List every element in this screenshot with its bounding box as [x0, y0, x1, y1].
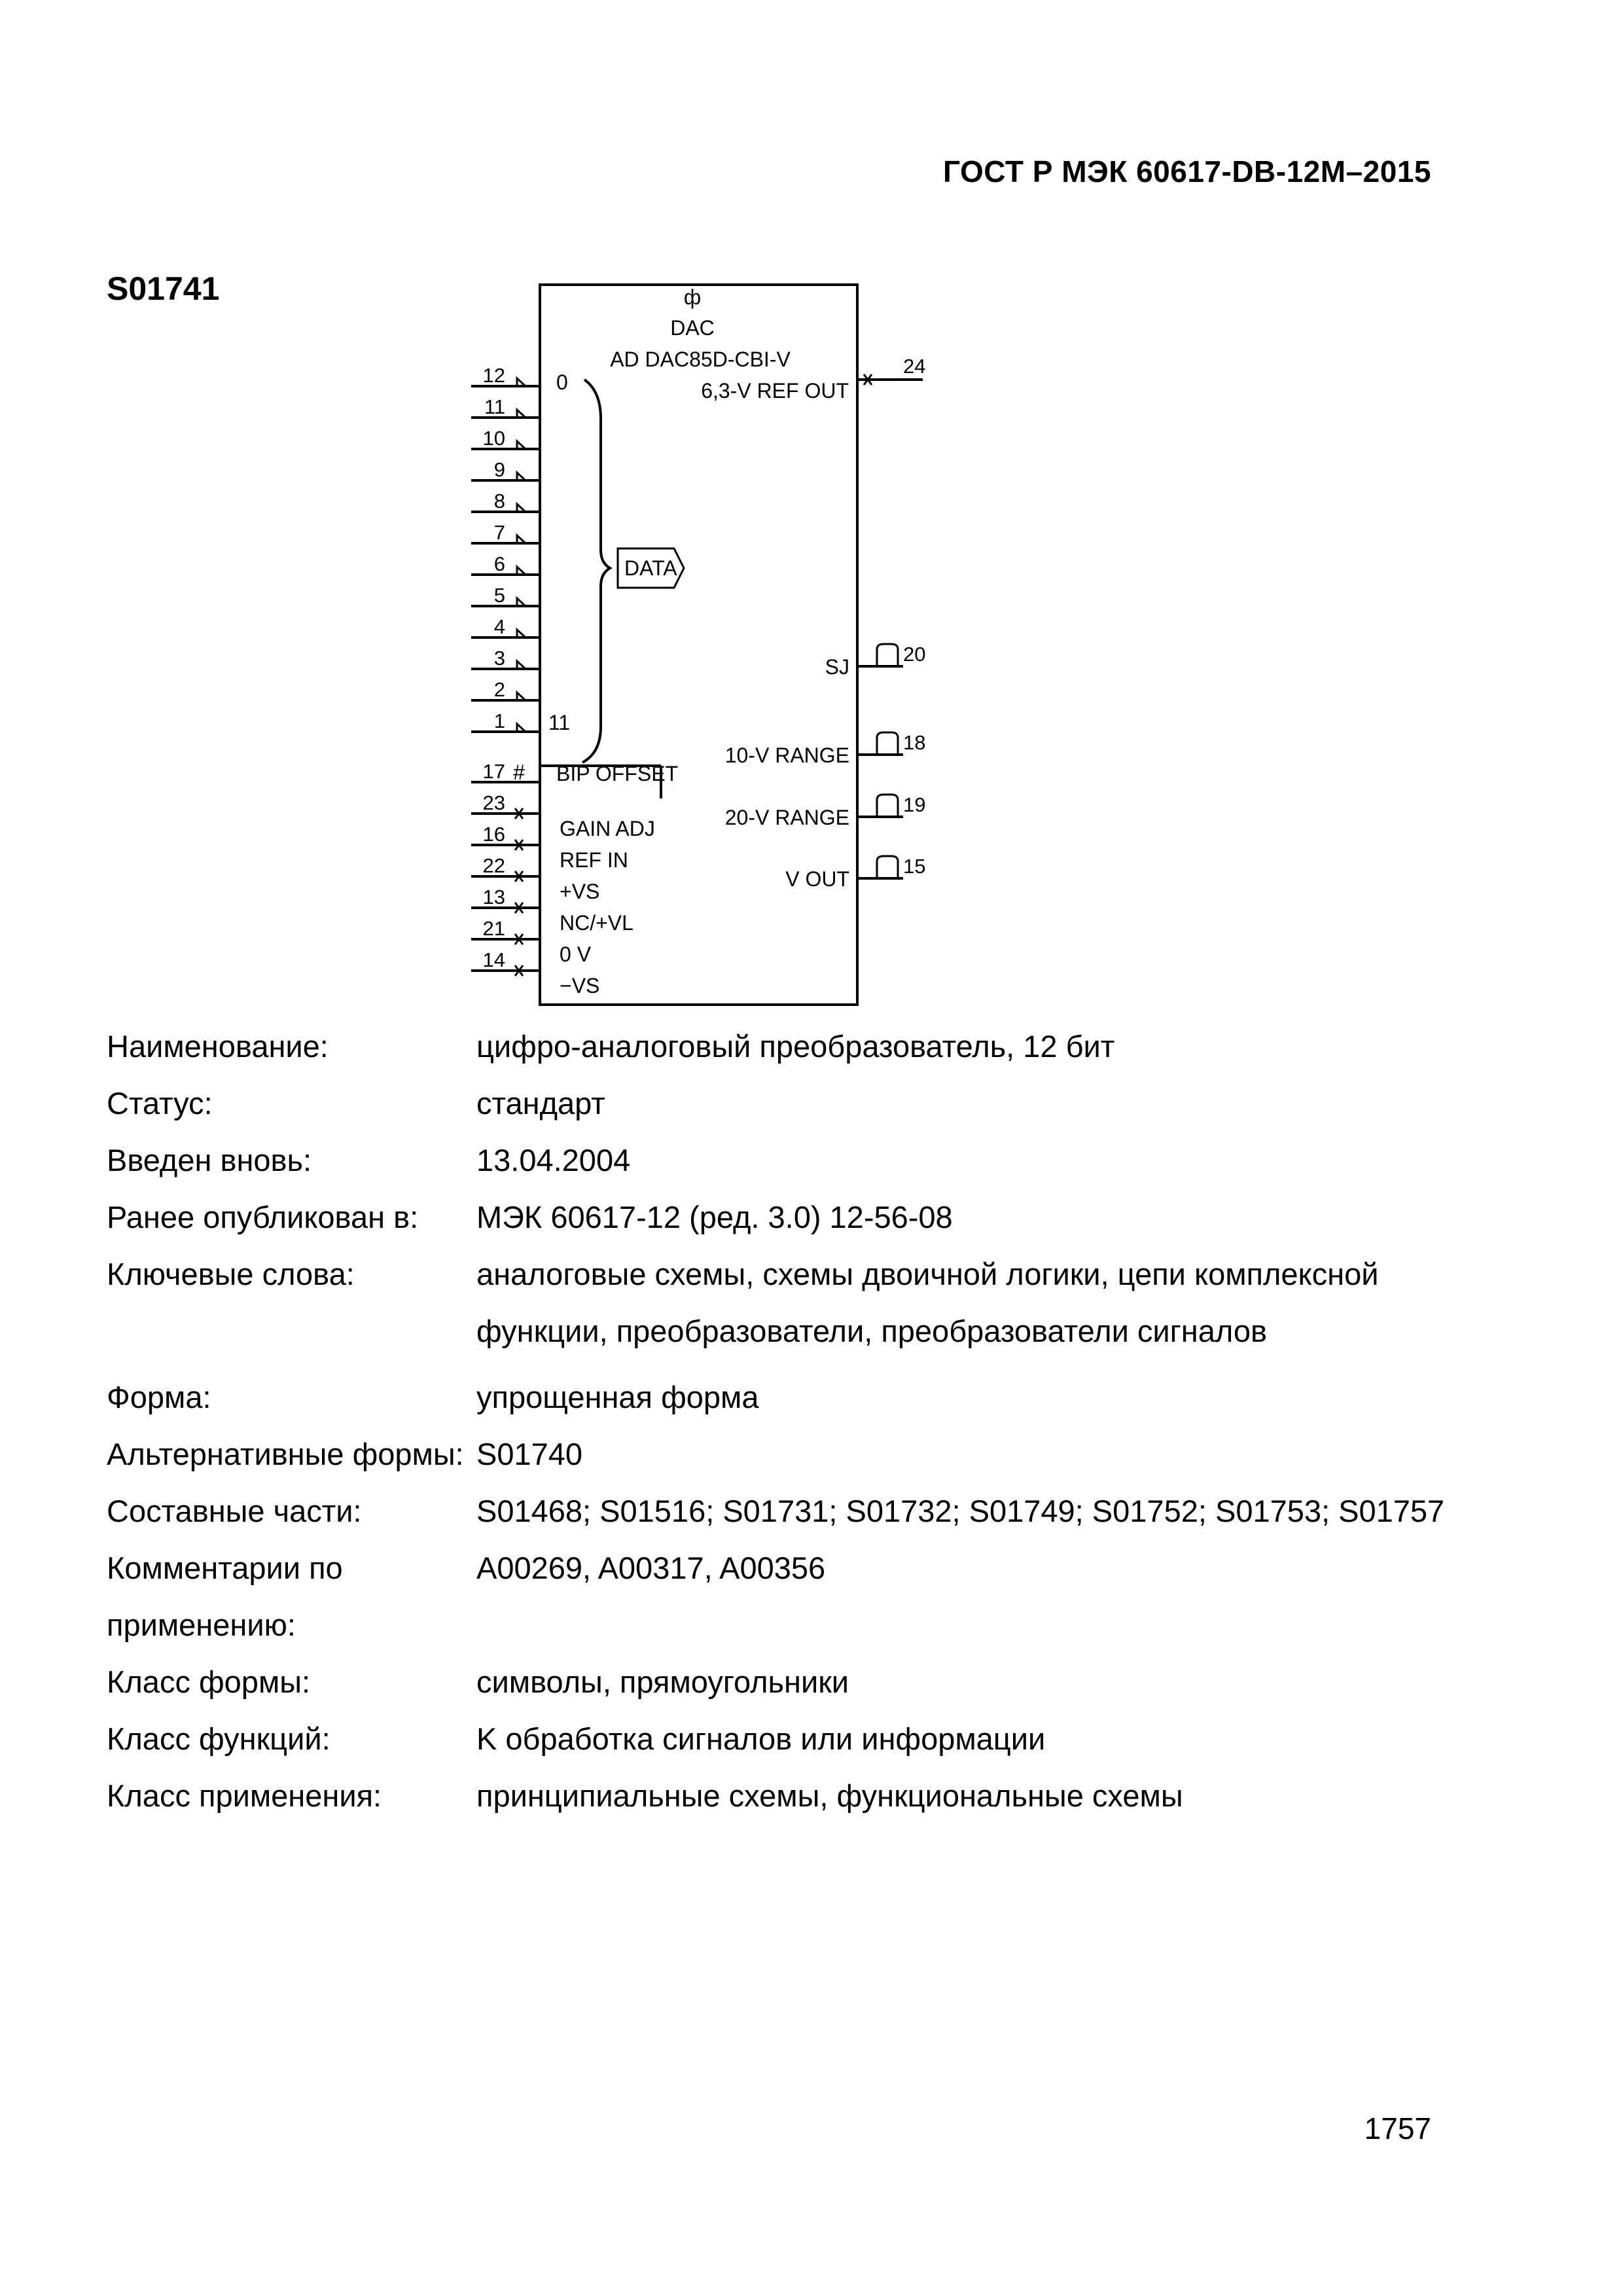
- property-row-form: [107, 1369, 1448, 1426]
- dac-symbol-diagram: [452, 275, 949, 1014]
- property-row-components: [107, 1482, 1448, 1539]
- data-pin-number: 1: [493, 709, 505, 732]
- data-range-start: 0: [556, 370, 568, 394]
- control-pin-label: −VS: [560, 974, 600, 997]
- property-label: Статус:: [107, 1086, 213, 1121]
- data-pin-number: 12: [482, 364, 505, 387]
- output-pin-number: 18: [903, 731, 926, 754]
- ref-out-pin-number: 24: [903, 355, 926, 378]
- control-pin-number: 14: [482, 948, 505, 971]
- property-value: упрощенная форма: [476, 1380, 759, 1414]
- properties-table: [107, 1018, 1448, 1824]
- property-label: Ключевые слова:: [107, 1257, 355, 1291]
- property-value: символы, прямоугольники: [476, 1664, 849, 1699]
- analog-mark-icon: #: [513, 761, 525, 784]
- data-pin-number: 3: [493, 647, 505, 670]
- control-pin-label: GAIN ADJ: [560, 817, 655, 840]
- data-pin-number: 10: [482, 427, 505, 450]
- data-label: DATA: [624, 556, 677, 580]
- analog-output-icon: [877, 795, 898, 816]
- property-label: Ранее опубликован в:: [107, 1200, 419, 1234]
- property-row-form-class: [107, 1653, 1448, 1710]
- property-row-published-in: [107, 1189, 1448, 1246]
- control-pin-label: +VS: [560, 880, 600, 903]
- property-value: МЭК 60617-12 (ред. 3.0) 12-56-08: [476, 1200, 953, 1234]
- control-pin-label: REF IN: [560, 848, 628, 872]
- property-row-application-notes: [107, 1539, 1448, 1653]
- property-label: Класс формы:: [107, 1664, 311, 1699]
- data-pin-number: 5: [493, 584, 505, 607]
- control-pin-label: 0 V: [560, 942, 592, 966]
- property-label: Комментарии по применению:: [107, 1551, 343, 1642]
- output-pin-label: SJ: [825, 655, 849, 679]
- control-pin-number: 21: [482, 917, 505, 940]
- property-row-introduced: [107, 1132, 1448, 1189]
- control-pin-number: 22: [482, 854, 505, 877]
- data-pin-number: 8: [493, 490, 505, 512]
- analog-output-icon: [877, 644, 898, 665]
- property-label: Введен вновь:: [107, 1143, 312, 1177]
- symbol-id: S01741: [107, 270, 220, 307]
- control-pin-number: 23: [482, 791, 505, 814]
- data-pin-number: 2: [493, 678, 505, 701]
- output-pin-label: V OUT: [785, 867, 849, 891]
- data-pin-number: 11: [484, 395, 505, 418]
- property-value: стандарт: [476, 1086, 605, 1121]
- property-value: K обработка сигналов или информации: [476, 1721, 1046, 1756]
- control-pin-number: 17: [482, 760, 505, 783]
- property-label: Класс применения:: [107, 1778, 382, 1813]
- control-pin-label: NC/+VL: [560, 911, 633, 935]
- output-pin-label: 20-V RANGE: [724, 806, 849, 829]
- property-row-application-class: [107, 1767, 1448, 1824]
- control-pin-number: 16: [482, 823, 505, 846]
- control-pin-number: 13: [482, 886, 505, 908]
- data-pin-number: 4: [493, 615, 505, 638]
- property-row-function-class: [107, 1710, 1448, 1767]
- dac-label: DAC: [670, 316, 715, 340]
- control-pin-label: BIP OFFSET: [556, 762, 679, 785]
- data-range-end: 11: [548, 711, 571, 734]
- output-pin-number: 20: [903, 643, 926, 666]
- property-label: Форма:: [107, 1380, 211, 1414]
- property-value: S01740: [476, 1437, 583, 1471]
- page-number: 1757: [1364, 2111, 1431, 2145]
- data-pin-number: 7: [493, 521, 505, 544]
- part-number: AD DAC85D-CBI-V: [610, 348, 791, 371]
- output-pin-number: 15: [903, 855, 926, 878]
- property-value: аналоговые схемы, схемы двоичной логики, цепи комплексной функции, преобразователи, преобразователи сигналов: [476, 1257, 1379, 1348]
- property-label: Наименование:: [107, 1029, 329, 1064]
- dac-diagram-svg: [452, 275, 949, 1014]
- property-value: S01468; S01516; S01731; S01732; S01749; S01752; S01753; S01757: [476, 1494, 1445, 1528]
- property-value: цифро-аналоговый преобразователь, 12 бит: [476, 1029, 1115, 1064]
- property-label: Составные части:: [107, 1494, 362, 1528]
- property-label: Альтернативные формы:: [107, 1437, 464, 1471]
- property-value: принципиальные схемы, функциональные схемы: [476, 1778, 1183, 1813]
- property-row-keywords: [107, 1246, 1448, 1359]
- property-label: Класс функций:: [107, 1721, 330, 1756]
- data-bus-brace: [582, 380, 610, 762]
- output-pin-number: 19: [903, 793, 926, 816]
- property-value: 13.04.2004: [476, 1143, 631, 1177]
- property-value: A00269, A00317, A00356: [476, 1551, 826, 1585]
- data-pin-number: 6: [493, 552, 505, 575]
- phi-symbol: ф: [683, 285, 702, 309]
- property-row-name: [107, 1018, 1448, 1075]
- analog-output-icon: [877, 732, 898, 753]
- output-pin-label: 10-V RANGE: [724, 744, 849, 767]
- analog-output-icon: [877, 856, 898, 877]
- property-row-status: [107, 1075, 1448, 1132]
- data-pin-number: 9: [493, 458, 505, 481]
- ref-out-label: 6,3-V REF OUT: [701, 379, 849, 403]
- property-row-alternative-forms: [107, 1426, 1448, 1482]
- page-header-standard: ГОСТ Р МЭК 60617-DB-12M–2015: [943, 154, 1431, 188]
